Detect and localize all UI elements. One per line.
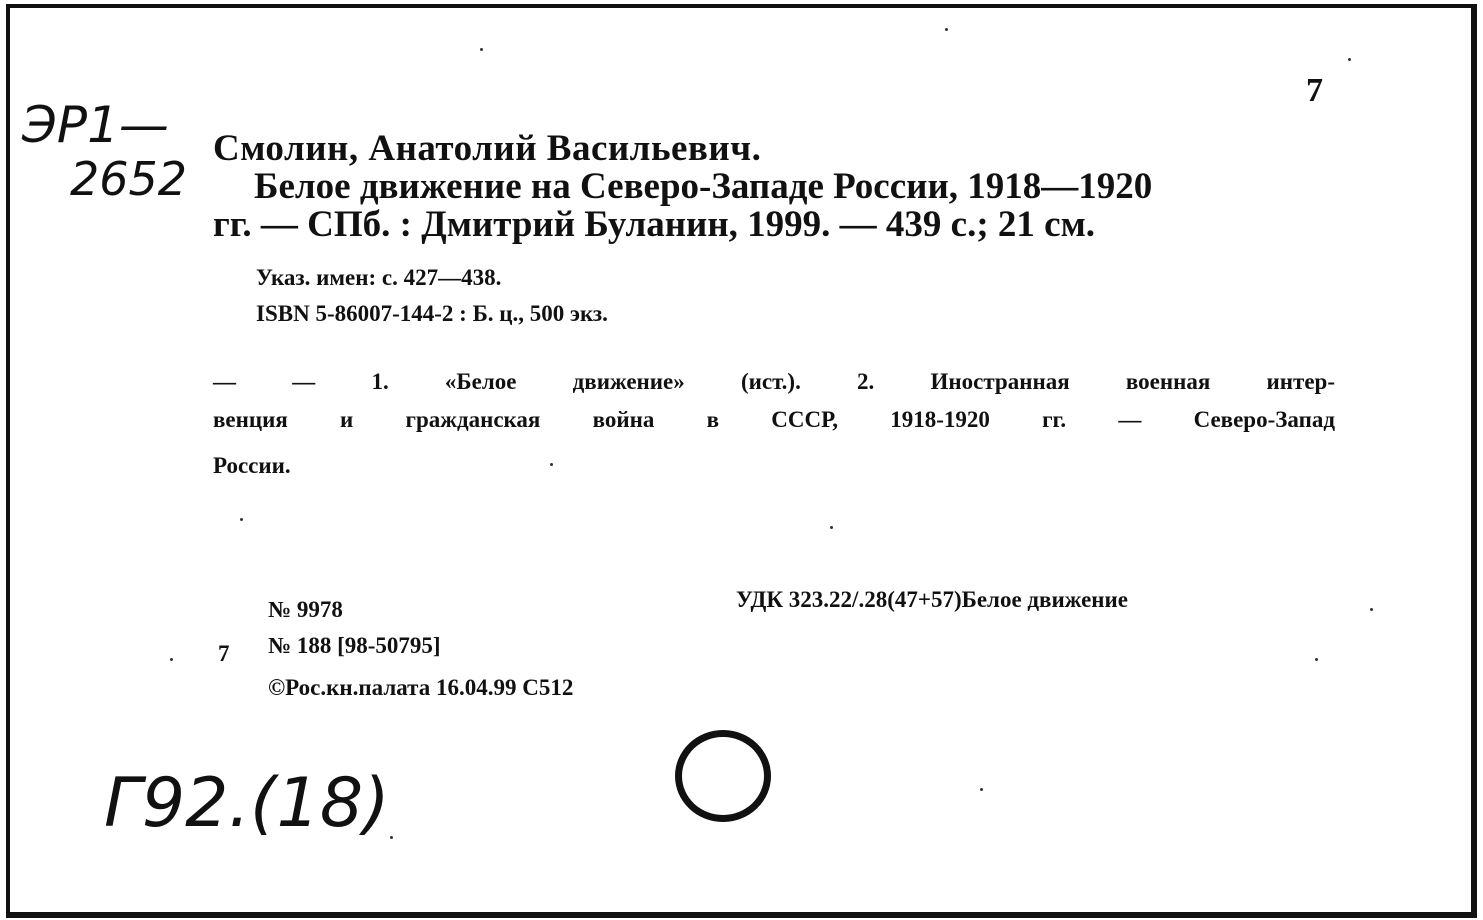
scan-speck: [945, 28, 948, 31]
subjects-line-1: — — 1. «Белое движение» (ист.). 2. Иностранная военная интер-: [213, 369, 1335, 394]
record-number-1: № 9978: [268, 597, 343, 622]
scan-speck: [170, 658, 173, 661]
handwritten-shelfmark-line2: 2652: [70, 152, 188, 206]
scan-speck: [480, 48, 483, 51]
record-number-2: № 188 [98-50795]: [268, 633, 441, 658]
scan-speck: [390, 836, 393, 839]
scan-speck: [1370, 608, 1373, 611]
subjects-line-3: России.: [213, 453, 291, 478]
scan-speck: [980, 788, 983, 791]
catalog-card: [6, 4, 1477, 918]
scan-speck: [240, 518, 243, 521]
author-heading: Смолин, Анатолий Васильевич.: [213, 128, 762, 169]
scan-speck: [550, 463, 553, 466]
record-number-2-mark: 7: [218, 641, 230, 666]
handwritten-shelfmark-line1: ЭР1—: [22, 96, 169, 154]
handwritten-classification: Г92.(18): [104, 764, 390, 843]
title-line-1: Белое движение на Северо-Западе России, 1918—1920: [254, 166, 1153, 207]
copyright-line: ©Рос.кн.палата 16.04.99 С512: [268, 675, 574, 700]
page-number: 7: [1306, 72, 1323, 109]
isbn-line: ISBN 5-86007-144-2 : Б. ц., 500 экз.: [256, 301, 608, 326]
scan-speck: [1315, 658, 1318, 661]
scan-speck: [1348, 58, 1351, 61]
title-line-2: гг. — СПб. : Дмитрий Буланин, 1999. — 439 с.; 21 см.: [213, 204, 1096, 245]
index-note: Указ. имен: с. 427—438.: [256, 265, 502, 290]
punch-hole: [675, 730, 771, 822]
scan-speck: [830, 526, 833, 529]
subjects-line-2: венция и гражданская война в СССР, 1918-1920 гг. — Северо-Запад: [213, 407, 1335, 432]
udk-classification: УДК 323.22/.28(47+57)Белое движение: [736, 587, 1128, 612]
